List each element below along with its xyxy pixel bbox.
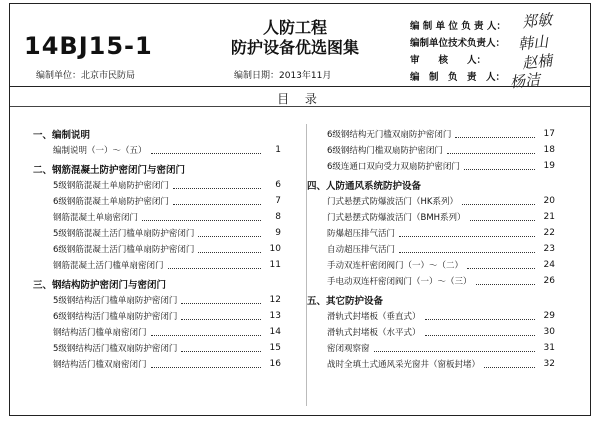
dot-leader — [173, 188, 261, 189]
toc-entry[interactable] — [307, 257, 555, 273]
toc-entry-page: 6 — [275, 180, 281, 190]
toc-entry[interactable] — [33, 225, 281, 241]
compiler-unit: 编制单位：北京市民防局 — [36, 71, 136, 81]
toc-entry[interactable] — [307, 225, 555, 241]
toc-entry-label: 5级钢筋混凝土单扇防护密闭门 — [53, 181, 169, 191]
toc-title: 目 录 — [277, 92, 323, 106]
toc-entry[interactable] — [307, 273, 555, 289]
dot-leader — [447, 153, 535, 154]
toc-section-heading: 五、其它防护设备 — [307, 296, 384, 307]
toc-entry-label: 手电动双连杆密闭阀门（一）～（三） — [327, 277, 472, 287]
signature-4: 杨洁 — [509, 70, 541, 92]
toc-entry-page: 12 — [269, 295, 281, 305]
toc-entry-page: 17 — [543, 129, 555, 139]
signature-1: 郑敏 — [521, 10, 553, 32]
toc-entry-page: 22 — [543, 228, 555, 238]
toc-left-column — [33, 126, 281, 372]
toc-entry-label: 钢筋混凝土活门槛单扇密闭门 — [53, 261, 164, 271]
atlas-code: 14BJ15-1 — [24, 32, 153, 60]
dot-leader — [374, 351, 535, 352]
toc-entry-label: 钢结构活门槛单扇密闭门 — [53, 328, 147, 338]
toc-entry-page: 9 — [275, 228, 281, 238]
toc-entry-page: 7 — [275, 196, 281, 206]
toc-entry[interactable] — [33, 209, 281, 225]
compile-date: 编制日期：2013年11月 — [234, 71, 332, 81]
toc-entry[interactable] — [33, 324, 281, 340]
dot-leader — [484, 367, 535, 368]
dot-leader — [181, 351, 261, 352]
toc-entry-page: 11 — [269, 260, 281, 270]
dot-leader — [181, 319, 261, 320]
dot-leader — [470, 220, 535, 221]
responsible-label-3: 审 核 人： — [410, 55, 487, 66]
dot-leader — [425, 335, 535, 336]
toc-entry-page: 20 — [543, 196, 555, 206]
toc-entry-page: 31 — [543, 343, 555, 353]
dot-leader — [151, 153, 261, 154]
toc-entry-label: 5级钢筋混凝土活门槛单扇防护密闭门 — [53, 229, 195, 239]
signature-2: 韩山 — [517, 32, 549, 54]
dot-leader — [142, 220, 261, 221]
dot-leader — [467, 268, 535, 269]
toc-entry-label: 6级连通口双向受力双扇防护密闭门 — [327, 162, 460, 172]
dot-leader — [181, 303, 261, 304]
toc-entry[interactable] — [33, 340, 281, 356]
toc-entry-label: 5级钢结构活门槛双扇防护密闭门 — [53, 344, 178, 354]
toc-entry[interactable] — [33, 142, 281, 158]
dot-leader — [151, 367, 261, 368]
toc-entry[interactable] — [307, 209, 555, 225]
toc-entry-label: 5级钢结构活门槛单扇防护密闭门 — [53, 296, 178, 306]
toc-entry-label: 滑轨式封堵板（垂直式） — [327, 312, 421, 322]
toc-entry-page: 19 — [543, 161, 555, 171]
toc-entry-label: 自动超压排气活门 — [327, 245, 396, 255]
toc-entry-page: 23 — [543, 244, 555, 254]
dot-leader — [455, 137, 535, 138]
dot-leader — [399, 236, 535, 237]
toc-entry-page: 16 — [269, 359, 281, 369]
toc-entry[interactable] — [33, 193, 281, 209]
toc-entry-label: 6级钢筋混凝土活门槛单扇防护密闭门 — [53, 245, 195, 255]
toc-section-heading: 一、编制说明 — [33, 130, 91, 141]
toc-entry-label: 钢结构活门槛双扇密闭门 — [53, 360, 147, 370]
signature-3: 赵楠 — [521, 51, 553, 73]
toc-entry-label: 编制说明（一）～（五） — [53, 146, 147, 156]
dot-leader — [168, 268, 261, 269]
toc-section-heading: 三、钢结构防护密闭门与密闭门 — [33, 280, 167, 291]
toc-entry-page: 32 — [543, 359, 555, 369]
toc-entry[interactable] — [307, 356, 555, 372]
dot-leader — [198, 252, 261, 253]
toc-entry-page: 15 — [269, 343, 281, 353]
title-line-2: 防护设备优选图集 — [230, 38, 359, 57]
toc-entry[interactable] — [33, 292, 281, 308]
toc-entry-page: 24 — [543, 260, 555, 270]
toc-entry-page: 8 — [275, 212, 281, 222]
toc-entry[interactable] — [33, 177, 281, 193]
toc-entry-page: 21 — [543, 212, 555, 222]
toc-entry-label: 滑轨式封堵板（水平式） — [327, 328, 421, 338]
title-line-1: 人防工程 — [262, 18, 327, 37]
toc-entry[interactable] — [33, 356, 281, 372]
toc-entry-label: 6级钢筋混凝土单扇防护密闭门 — [53, 197, 169, 207]
toc-entry[interactable] — [33, 241, 281, 257]
toc-entry-label: 门式悬摆式防爆波活门（BMH系列） — [327, 213, 466, 223]
toc-section-heading: 四、人防通风系统防护设备 — [307, 181, 422, 192]
toc-entry-page: 26 — [543, 276, 555, 286]
toc-entry[interactable] — [307, 158, 555, 174]
toc-entry[interactable] — [307, 126, 555, 142]
toc-right-column — [307, 126, 555, 372]
toc-entry-page: 18 — [543, 145, 555, 155]
toc-entry[interactable] — [307, 193, 555, 209]
toc-entry-page: 13 — [269, 311, 281, 321]
header-divider — [10, 86, 590, 87]
toc-section-heading: 二、钢筋混凝土防护密闭门与密闭门 — [33, 165, 186, 176]
toc-entry[interactable] — [33, 308, 281, 324]
dot-leader — [151, 335, 261, 336]
dot-leader — [173, 204, 261, 205]
responsible-label-4: 编 制 负 责 人： — [410, 72, 506, 83]
dot-leader — [464, 169, 535, 170]
dot-leader — [425, 319, 535, 320]
toc-entry[interactable] — [307, 142, 555, 158]
toc-entry-page: 1 — [275, 145, 281, 155]
toc-entry-label: 门式悬摆式防爆波活门（HK系列） — [327, 197, 458, 207]
toc-entry-label: 手动双连杆密闭阀门（一）～（二） — [327, 261, 464, 271]
toc-entry-page: 10 — [269, 244, 281, 254]
toc-entry-label: 6级钢结构活门槛单扇防护密闭门 — [53, 312, 178, 322]
toc-entry[interactable] — [307, 308, 555, 324]
toc-entry-label: 防爆超压排气活门 — [327, 229, 396, 239]
toc-entry[interactable] — [307, 324, 555, 340]
dot-leader — [476, 284, 535, 285]
dot-leader — [198, 236, 261, 237]
responsible-label-1: 编 制 单 位 负 责 人： — [410, 21, 506, 32]
toc-entry-label: 6级钢结构门槛双扇防护密闭门 — [327, 146, 443, 156]
toc-entry-page: 14 — [269, 327, 281, 337]
toc-entry[interactable] — [33, 257, 281, 273]
toc-entry-label: 战时全填土式通风采光窗井（窗板封堵） — [327, 360, 481, 370]
toc-entry-page: 30 — [543, 327, 555, 337]
toc-entry-label: 6级钢结构无门槛双扇防护密闭门 — [327, 130, 452, 140]
toc-entry-label: 钢筋混凝土单扇密闭门 — [53, 213, 139, 223]
responsible-label-2: 编制单位技术负责人： — [410, 38, 506, 49]
toc-entry[interactable] — [307, 340, 555, 356]
dot-leader — [462, 204, 535, 205]
dot-leader — [399, 252, 535, 253]
toc-entry-label: 密闭观察窗 — [327, 344, 370, 354]
toc-entry-page: 29 — [543, 311, 555, 321]
toc-title-divider — [10, 106, 590, 107]
toc-entry[interactable] — [307, 241, 555, 257]
